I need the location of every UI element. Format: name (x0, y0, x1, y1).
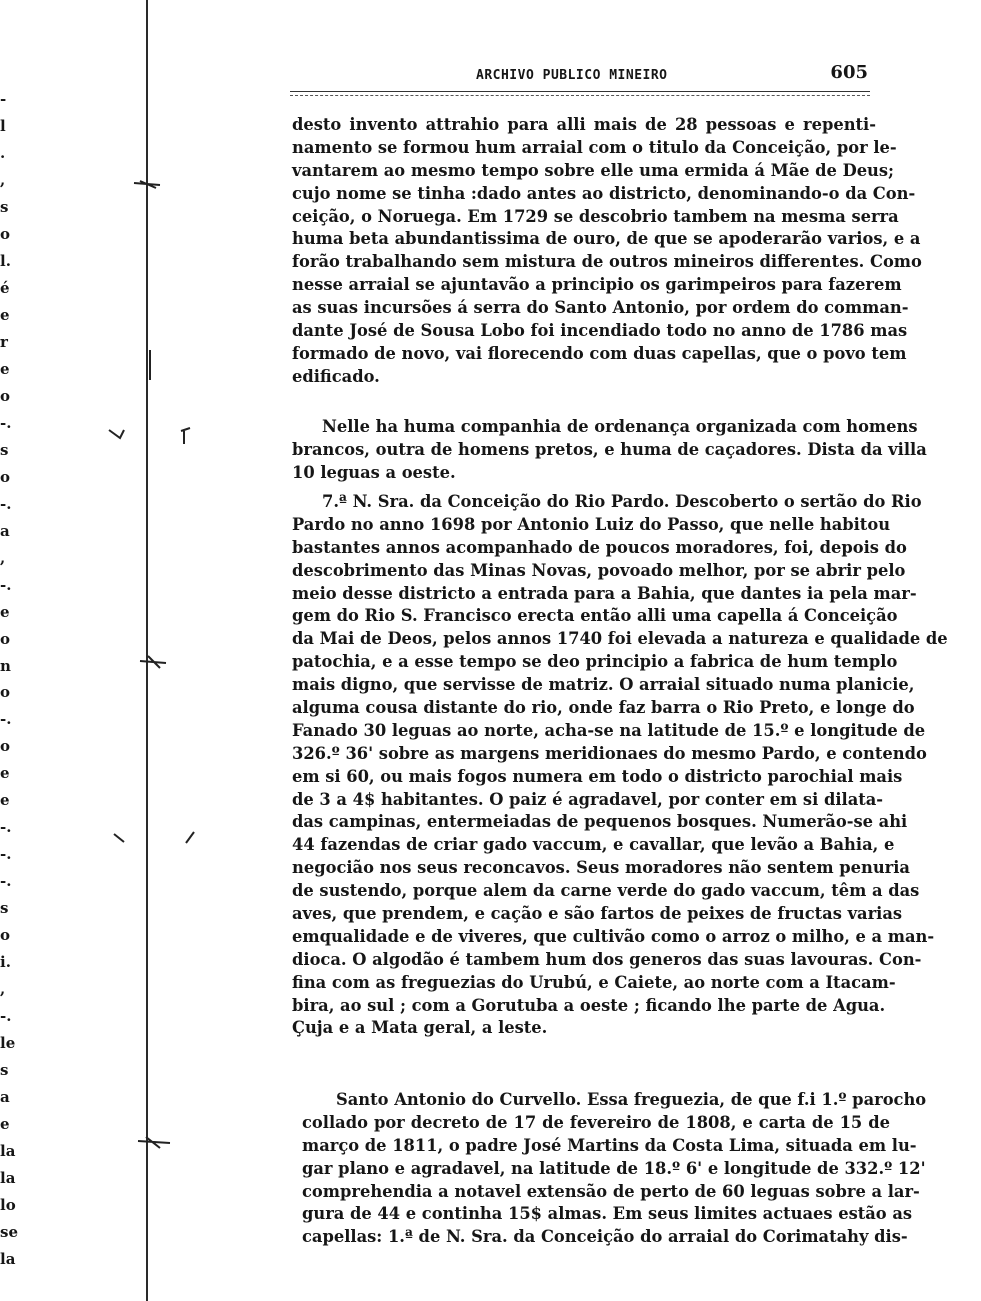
paragraph (292, 416, 927, 485)
paragraph (302, 1089, 927, 1249)
facing-page-fragment: r (0, 332, 8, 351)
running-head (290, 60, 870, 90)
text-line: Çuja e a Mata geral, a leste. (292, 1018, 548, 1038)
facing-page-fragment: , (0, 170, 6, 189)
text-line: meio desse districto a entrada para a Bahia, que dantes ia pela mar- (292, 583, 917, 603)
facing-page-fragment: e (0, 359, 10, 378)
running-title: ARCHIVO PUBLICO MINEIRO (476, 68, 668, 83)
text-line: desto invento attrahio para alli mais de 28 pessoas e repenti- (292, 115, 876, 134)
facing-page-fragment: e (0, 602, 10, 621)
facing-page-fragment: . (0, 143, 6, 162)
facing-page-fragment: o (0, 386, 11, 405)
text-line: Nelle ha huma companhia de ordenança organizada com homens (322, 417, 918, 436)
facing-page-fragment: -. (0, 710, 12, 729)
facing-page-fragment: n (0, 656, 11, 675)
text-line: da Mai de Deos, pelos annos 1740 foi elevada a natureza e qualidade de (292, 629, 948, 649)
text-line: fina com as freguezias do Urubú, e Caiete, ao norte com a Itacam- (292, 972, 896, 992)
tick-mark (186, 832, 194, 843)
facing-page-fragment: e (0, 764, 10, 783)
text-line: alguma cousa distante do rio, onde faz barra o Rio Preto, e longe do (292, 698, 915, 718)
paragraph (292, 491, 948, 1040)
text-line: bastantes annos acompanhado de poucos moradores, foi, depois do (292, 537, 907, 557)
facing-page-fragment: la (0, 1250, 16, 1268)
facing-page-fragment: o (0, 737, 11, 756)
text-line: namento se formou hum arraial com o titulo da Conceição, por le- (292, 137, 897, 157)
text-line: edificado. (292, 366, 380, 386)
text-line: bira, ao sul ; com a Gorutuba a oeste ; ficando lhe parte de Agua. (292, 995, 886, 1015)
tick-mark (114, 834, 124, 842)
facing-page-fragment: e (0, 305, 10, 324)
tick-mark (140, 656, 166, 668)
text-line: março de 1811, o padre José Martins da Costa Lima, situada em lu- (302, 1135, 917, 1155)
text-line: Santo Antonio do Curvello. Essa freguezia, de que f.i 1.º parocho (336, 1090, 927, 1109)
text-line: das campinas, entermeiadas de pequenos bosques. Numerão-se ahi (292, 812, 908, 832)
text-line: forão trabalhando sem mistura de outros mineiros differentes. Como (292, 252, 922, 272)
facing-page-fragment: lo (0, 1196, 16, 1215)
text-line: negocião nos seus reconcavos. Seus moradores não sentem penuria (292, 858, 910, 878)
text-line: gem do Rio S. Francisco erecta então alli uma capella á Conceição (292, 606, 898, 626)
facing-page-fragment: s (0, 1061, 9, 1080)
facing-page-fragment: -. (0, 1007, 12, 1026)
text-line: 326.º 36' sobre as margens meridionaes do mesmo Pardo, e contendo (292, 743, 927, 763)
text-line: emqualidade e de viveres, que cultivão como o arroz o milho, e a man- (292, 926, 935, 946)
text-line: vantarem ao mesmo tempo sobre elle uma ermida á Mãe de Deus; (292, 160, 895, 180)
facing-page-fragment: s (0, 899, 9, 918)
facing-page-fragment: la (0, 1169, 16, 1188)
facing-page-fragment: l. (0, 251, 11, 270)
page-number: 605 (830, 62, 868, 83)
facing-page-fragment: -. (0, 413, 12, 432)
tick-mark (109, 430, 124, 438)
text-line: formado de novo, vai florecendo com duas capellas, que o povo tem (292, 343, 907, 363)
facing-page-fragment: o (0, 926, 11, 945)
facing-page-fragment: la (0, 1142, 16, 1161)
ink-smudge (109, 181, 194, 1148)
facing-page-fragment: l (0, 116, 6, 135)
text-line: gura de 44 e continha 15$ almas. Em seus limites actuaes estão as (302, 1204, 913, 1224)
tick-mark (138, 1137, 170, 1148)
binding-line (146, 0, 148, 1301)
facing-page-edge (0, 0, 60, 1301)
text-line: Pardo no anno 1698 por Antonio Luiz do Passo, que nelle habitou (292, 514, 891, 534)
text-line: dante José de Sousa Lobo foi incendiado todo no anno de 1786 mas (292, 321, 908, 341)
facing-page-fragment: o (0, 467, 11, 486)
facing-page-fragment: le (0, 1034, 16, 1053)
facing-page-fragment: - (0, 90, 7, 108)
paragraph (292, 114, 922, 389)
text-line: nesse arraial se ajuntavão a principio os garimpeiros para fazerem (292, 275, 902, 295)
text-line: 44 fazendas de criar gado vaccum, e cavallar, que levão a Bahia, e (292, 835, 895, 855)
text-line: dioca. O algodão é tambem hum dos generos das suas lavouras. Con- (292, 949, 922, 969)
facing-page-fragment: o (0, 683, 11, 702)
facing-page-fragment: -. (0, 575, 12, 594)
text-line: descobrimento das Minas Novas, povoado melhor, por se abrir pelo (292, 560, 906, 580)
facing-page-fragment: s (0, 197, 9, 216)
facing-page-fragment: i. (0, 953, 11, 972)
text-line: de sustendo, porque alem da carne verde do gado vaccum, têm a das (292, 881, 920, 901)
facing-page-fragment: se (0, 1223, 18, 1242)
facing-page-fragment: a (0, 1088, 10, 1107)
facing-page-fragment: e (0, 791, 10, 810)
facing-page-fragment: é (0, 278, 10, 297)
facing-page-fragment: a (0, 521, 10, 540)
text-line: ceição, o Noruega. Em 1729 se descobrio tambem na mesma serra (292, 206, 899, 226)
text-line: aves, que prendem, e cação e são fartos de peixes de fructas varias (292, 904, 903, 924)
text-line: huma beta abundantissima de ouro, de que se apoderarão varios, e a (292, 229, 921, 249)
facing-page-fragment: s (0, 440, 9, 459)
text-line: patochia, e a esse tempo se deo principio a fabrica de hum templo (292, 652, 898, 672)
facing-page-fragment: e (0, 1115, 10, 1134)
text-line: 10 leguas a oeste. (292, 462, 456, 482)
text-line: as suas incursões á serra do Santo Antonio, por ordem do comman- (292, 298, 909, 318)
text-line: de 3 a 4$ habitantes. O paiz é agradavel, por conter em si dilata- (292, 789, 884, 809)
text-line: comprehendia a notavel extensão de perto de 60 leguas sobre a lar- (302, 1181, 920, 1201)
text-line: Fanado 30 leguas ao norte, acha-se na latitude de 15.º e longitude de (292, 720, 926, 740)
text-line: mais digno, que servisse de matriz. O arraial situado numa planicie, (292, 675, 915, 695)
facing-page-fragment: , (0, 548, 6, 567)
facing-page-fragment: -. (0, 845, 12, 864)
text-line: capellas: 1.ª de N. Sra. da Conceição do arraial do Corimatahy dis- (302, 1227, 908, 1247)
text-line: 7.ª N. Sra. da Conceição do Rio Pardo. Descoberto o sertão do Rio (322, 492, 922, 511)
text-line: em si 60, ou mais fogos numera em todo o districto parochial mais (292, 766, 903, 786)
facing-page-fragment: o (0, 224, 11, 243)
facing-page-fragment: -. (0, 818, 12, 837)
facing-page-fragment: o (0, 629, 11, 648)
text-line: brancos, outra de homens pretos, e huma de caçadores. Dista da villa (292, 439, 927, 459)
facing-page-fragment: -. (0, 872, 12, 891)
tick-mark (181, 428, 190, 444)
facing-page-fragment: , (0, 980, 6, 999)
text-line: cujo nome se tinha :dado antes ao districto, denominando-o da Con- (292, 183, 916, 203)
text-line: collado por decreto de 17 de fevereiro de 1808, e carta de 15 de (302, 1112, 890, 1132)
text-line: gar plano e agradavel, na latitude de 18.º 6' e longitude de 332.º 12' (302, 1158, 926, 1178)
header-rule (290, 91, 870, 96)
facing-page-fragment: -. (0, 494, 12, 513)
